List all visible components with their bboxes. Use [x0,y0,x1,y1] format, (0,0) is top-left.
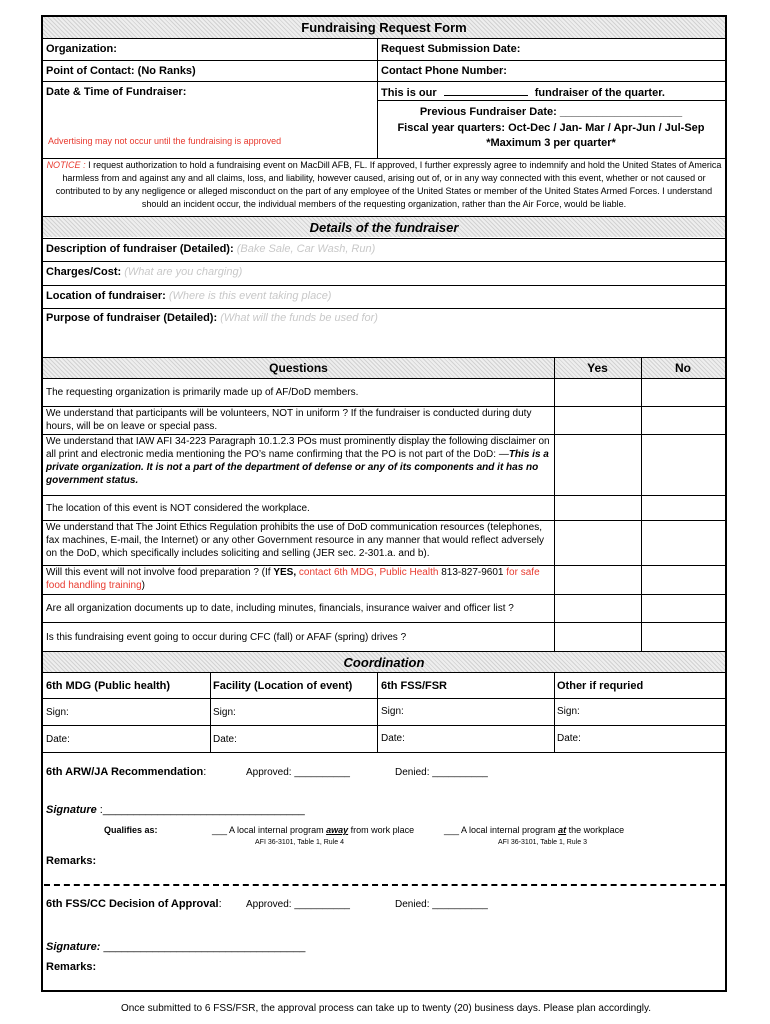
charges-label: Charges/Cost: [46,266,122,278]
question-6-phone: 813-827-9601 [438,567,507,578]
description-placeholder: (Bake Sale, Car Wash, Run) [236,243,376,255]
charges-placeholder: (What are you charging) [124,266,243,278]
arw-signature-label: Signature [46,804,97,816]
option-at-post: the workplace [566,825,625,835]
sign-mdg[interactable]: Sign: [46,707,69,718]
sign-facility[interactable]: Sign: [213,707,236,718]
qualifies-as-label: Qualifies as: [104,825,158,835]
arw-title: 6th ARW/JA Recommendation [46,766,204,778]
submission-date-label: Request Submission Date: [381,43,521,55]
arw-heading [46,765,206,779]
coordination-col-other: Other if requried [557,680,644,692]
option-away-word: away [326,825,349,835]
purpose-row[interactable] [46,311,378,325]
question-7: Are all organization documents up to date, including minutes, financials, insurance waiver and officer list ? [46,603,514,614]
arw-denied[interactable]: Denied: __________ [395,767,488,778]
yes-column-header: Yes [587,361,608,375]
option-away-post: from work place [348,825,415,835]
questions-title: Questions [269,361,328,375]
question-6-training: for safe food handling training [46,567,540,591]
coordination-col-facility: Facility (Location of event) [213,680,353,692]
fss-title: 6th FSS/CC Decision of Approval [46,898,219,910]
question-3 [46,435,553,487]
date-mdg[interactable]: Date: [46,734,70,745]
option-at[interactable] [444,824,624,837]
question-4: The location of this event is NOT considered the workplace. [46,503,310,514]
option-away[interactable] [212,824,414,837]
option-at-word: at [558,825,567,835]
charges-row[interactable] [46,265,242,279]
answer-yes-q1[interactable] [555,379,641,406]
location-label: Location of fundraiser: [46,290,166,302]
arw-signature-blank: :_________________________________ [96,804,305,816]
option-at-reference: AFI 36-3101, Table 1, Rule 3 [498,839,587,846]
fundraiser-of-quarter-label: fundraiser of the quarter. [534,87,665,99]
answer-no-q1[interactable] [642,379,725,406]
fss-signature-line[interactable] [46,940,305,954]
option-away-text: ___ A local internal program [212,825,327,835]
purpose-placeholder: (What will the funds be used for) [220,312,378,324]
arw-remarks-label[interactable]: Remarks: [46,855,97,867]
previous-date-line[interactable]: Previous Fundraiser Date: ____________________ [419,106,683,118]
coordination-col-mdg: 6th MDG (Public health) [46,680,171,692]
fss-colon: : [218,898,222,910]
date-facility[interactable]: Date: [213,734,237,745]
max-per-quarter-line: *Maximum 3 per quarter* [486,137,616,149]
fss-remarks-label[interactable]: Remarks: [46,961,97,973]
arw-colon: : [203,766,207,778]
date-fss[interactable]: Date: [381,733,405,744]
question-6-yes: YES, [273,567,297,578]
description-label: Description of fundraiser (Detailed): [46,243,234,255]
quarter-count-blank[interactable] [444,85,528,96]
date-time-label: Date & Time of Fundraiser: [46,86,187,98]
question-8: Is this fundraising event going to occur during CFC (fall) or AFAF (spring) drives ? [46,632,407,643]
organization-label: Organization: [46,43,117,55]
question-3-text: We understand that IAW AFI 34-223 Paragraph 10.1.2.3 POs must prominently display the following disclaimer on all print and electronic media mentioning the PO’s name confirming that the PO is not part of the DoD: — [46,436,550,460]
arw-approved[interactable]: Approved: __________ [246,767,350,778]
fss-denied[interactable]: Denied: __________ [395,899,488,910]
question-5: We understand that The Joint Ethics Regulation prohibits the use of DoD communication resources (telephones, fax machines, E-mail, the Internet) or any other Government resource in any manner that would reflect adversely on the DoD, which specifically includes soliciting and selling (JER sec. 2-301.a. and b). [46,522,545,559]
sign-fss[interactable]: Sign: [381,706,404,717]
description-row[interactable] [46,242,375,256]
fss-approved[interactable]: Approved: __________ [246,899,350,910]
question-6-contact: contact 6th MDG, Public Health [296,567,439,578]
notice-label: NOTICE : [46,160,86,170]
question-6-close: ) [141,580,145,591]
fiscal-quarters-line: Fiscal year quarters: Oct-Dec / Jan- Mar / Apr-Jun / Jul-Sep [397,122,705,134]
purpose-label: Purpose of fundraiser (Detailed): [46,312,218,324]
question-6-text: Will this event will not involve food preparation ? (If [46,567,274,578]
contact-phone-label: Contact Phone Number: [381,65,507,77]
fundraising-form [41,15,727,992]
coordination-title: Coordination [343,655,425,670]
arw-signature-line[interactable] [46,803,305,817]
this-is-our-label: This is our [381,87,437,99]
option-at-text: ___ A local internal program [444,825,559,835]
details-title: Details of the fundraiser [309,220,459,235]
notice-paragraph [45,159,723,211]
advertising-warning: Advertising may not occur until the fundraising is approved [48,136,282,146]
notice-text: I request authorization to hold a fundraising event on MacDill AFB, FL. If approved, I further expressly agree to indemnify and hold the United States of America harmless from and against any and all claims, loss, and liability, however caused, arising out of, or in any way connected with this event, whether or not caused or contributed to by any negligence or alleged misconduct on the part of any employee of the United States or member of the United States Armed Forces. I understand should an incident occur, the individual members of the requesting organization, rather than the Air Force, would be liable. [55,160,722,209]
no-column-header: No [675,361,691,375]
fss-signature-blank: _________________________________ [100,941,306,953]
quarter-count-line [381,85,665,100]
section-divider [44,884,726,886]
footer-note: Once submitted to 6 FSS/FSR, the approval process can take up to twenty (20) business days. Please plan accordingly. [120,1003,652,1014]
point-of-contact-label: Point of Contact: (No Ranks) [46,65,196,77]
question-1: The requesting organization is primarily made up of AF/DoD members. [46,387,359,398]
option-away-reference: AFI 36-3101, Table 1, Rule 4 [255,839,344,846]
date-other[interactable]: Date: [557,733,581,744]
question-2: We understand that participants will be volunteers, NOT in uniform ? If the fundraiser is conducted during duty hours, will be on leave or special pass. [46,408,532,432]
question-3-disclaimer: This is a private organization. It is not a part of the department of defense or any of its components and it has no government status. [46,449,549,486]
form-title: Fundraising Request Form [301,20,467,35]
fss-signature-label: Signature: [46,941,101,953]
question-6 [46,566,553,592]
coordination-col-fss: 6th FSS/FSR [381,680,448,692]
sign-other[interactable]: Sign: [557,706,580,717]
location-placeholder: (Where is this event taking place) [168,290,332,302]
fss-heading [46,897,222,911]
location-row[interactable] [46,289,331,303]
